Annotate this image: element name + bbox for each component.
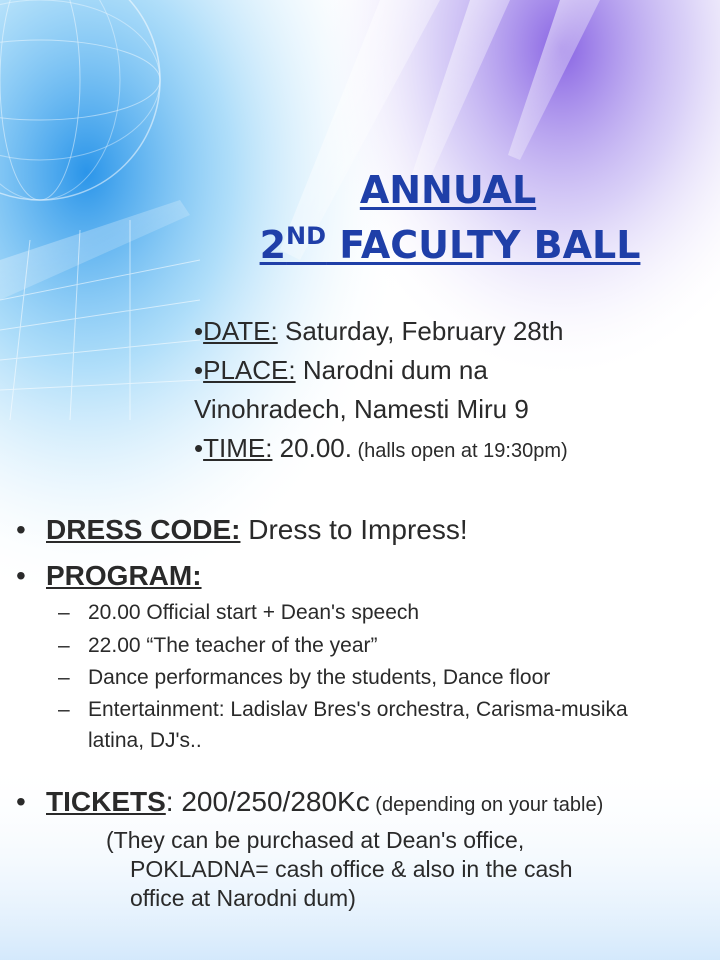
tickets [16, 786, 716, 818]
time-line [194, 429, 714, 471]
title-number: 2 [259, 223, 287, 267]
tickets-note: (depending on your table) [369, 794, 604, 816]
program-heading [16, 560, 716, 592]
date-label: DATE: [203, 316, 278, 346]
event-info [194, 312, 714, 471]
dress-code [16, 514, 716, 546]
bullet: • [194, 433, 204, 463]
bullet: • [16, 786, 26, 817]
program-item-text: 20.00 Official start + Dean's speech [88, 601, 420, 624]
title-rest: FACULTY BALL [326, 223, 641, 267]
bullet: • [16, 560, 26, 591]
time-note: (halls open at 19:30pm) [351, 440, 568, 462]
program-label: PROGRAM: [46, 560, 202, 591]
dash: – [58, 666, 70, 689]
dash: – [58, 634, 70, 657]
purchase-line-2: POKLADNA= cash office & also in the cash [130, 856, 573, 882]
bullet: • [194, 316, 204, 346]
dress-code-label: DRESS CODE: [46, 514, 241, 545]
place-value-1: Narodni dum na [295, 355, 488, 385]
purchase-line-1: (They can be purchased at Dean's office, [106, 827, 525, 853]
program-item-text: Dance performances by the students, Dance floor [88, 666, 551, 689]
place-label: PLACE: [203, 355, 296, 385]
dress-code-value: Dress to Impress! [240, 514, 468, 545]
tickets-label: TICKETS [46, 786, 166, 817]
place-line [194, 351, 714, 390]
bullet: • [16, 514, 26, 545]
dash: – [58, 601, 70, 624]
title-line-2 [210, 222, 690, 267]
dash: – [58, 698, 70, 721]
tickets-value: : 200/250/280Kc [165, 786, 370, 817]
program-item-text: Entertainment: Ladislav Bres's orchestra, Carisma-musika latina, DJ's.. [88, 698, 628, 752]
purchase-line-3: office at Narodni dum) [130, 885, 356, 911]
bullet: • [194, 355, 204, 385]
time-value: 20.00. [272, 433, 352, 463]
place-line-2: Vinohradech, Namesti Miru 9 [194, 394, 529, 424]
time-label: TIME: [203, 433, 273, 463]
program-item-text: 22.00 “The teacher of the year” [88, 634, 378, 657]
date-value: Saturday, February 28th [277, 316, 564, 346]
tickets-purchase-info [106, 826, 666, 913]
date-line [194, 312, 714, 351]
title-superscript: ND [286, 222, 327, 250]
title-line-1: ANNUAL [359, 168, 537, 212]
